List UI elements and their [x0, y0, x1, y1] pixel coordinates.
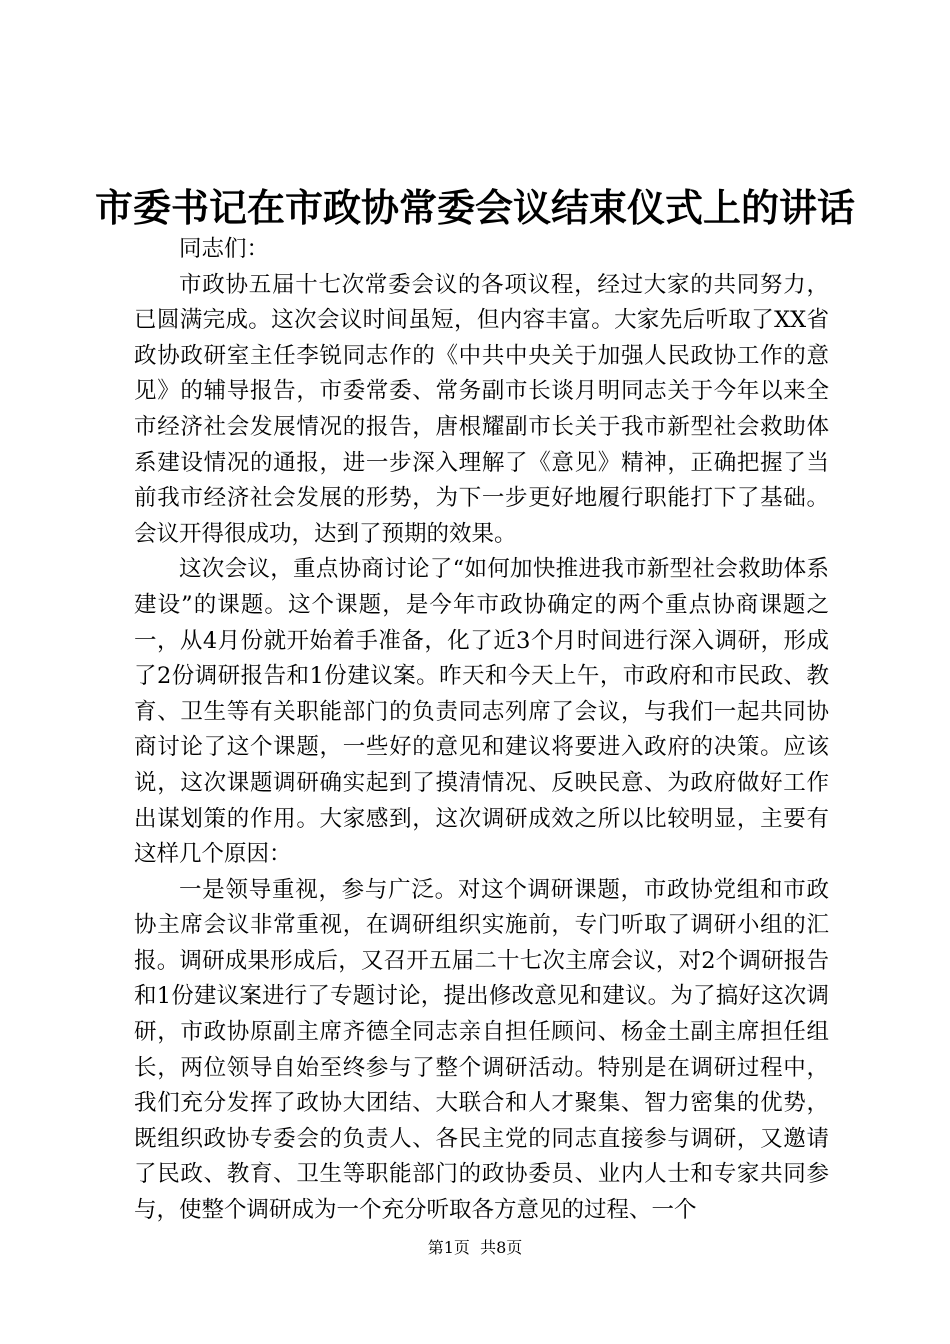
paragraph-2: 这次会议，重点协商讨论了“如何加快推进我市新型社会救助体系建设”的课题。这个课题，是今年市政协确定的两个重点协商课题之一，从4月份就开始着手准备，化了近3个月时间进行深入调研，形成了2份调研报告和1份建议案。昨天和今天上午，市政府和市民政、教育、卫生等有关职能部门的负责同志列席了会议，与我们一起共同协商讨论了这个课题，一些好的意见和建议将要进入政府的决策。应该说，这次课题调研确实起到了摸清情况、反映民意、为政府做好工作出谋划策的作用。大家感到，这次调研成效之所以比较明显，主要有这样几个原因： — [134, 556, 829, 868]
salutation: 同志们： — [179, 236, 270, 262]
paragraph-1: 市政协五届十七次常委会议的各项议程，经过大家的共同努力，已圆满完成。这次会议时间虽短，但内容丰富。大家先后听取了XX省政协政研室主任李锐同志作的《中共中央关于加强人民政协工作的意见》的辅导报告，市委常委、常务副市长谈月明同志关于今年以来全市经济社会发展情况的报告，唐根耀副市长关于我市新型社会救助体系建设情况的通报，进一步深入理解了《意见》精神，正确把握了当前我市经济社会发展的形势，为下一步更好地履行职能打下了基础。会议开得很成功，达到了预期的效果。 — [134, 271, 829, 547]
page-footer — [0, 1237, 950, 1259]
paragraph-3: 一是领导重视，参与广泛。对这个调研课题，市政协党组和市政协主席会议非常重视，在调研组织实施前，专门听取了调研小组的汇报。调研成果形成后，又召开五届二十七次主席会议，对2个调研报告和1份建议案进行了专题讨论，提出修改意见和建议。为了搞好这次调研，市政协原副主席齐德全同志亲自担任顾问、杨金土副主席担任组长，两位领导自始至终参与了整个调研活动。特别是在调研过程中，我们充分发挥了政协大团结、大联合和人才聚集、智力密集的优势，既组织政协专委会的负责人、各民主党的同志直接参与调研，又邀请了民政、教育、卫生等职能部门的政协委员、业内人士和专家共同参与，使整个调研成为一个充分听取各方意见的过程、一个 — [134, 876, 829, 1224]
document-title: 市委书记在市政协常委会议结束仪式上的讲话 — [94, 185, 855, 230]
page-total: 共8页 — [480, 1238, 523, 1257]
page-number: 第1页 — [427, 1238, 470, 1257]
document-body — [134, 232, 829, 1229]
